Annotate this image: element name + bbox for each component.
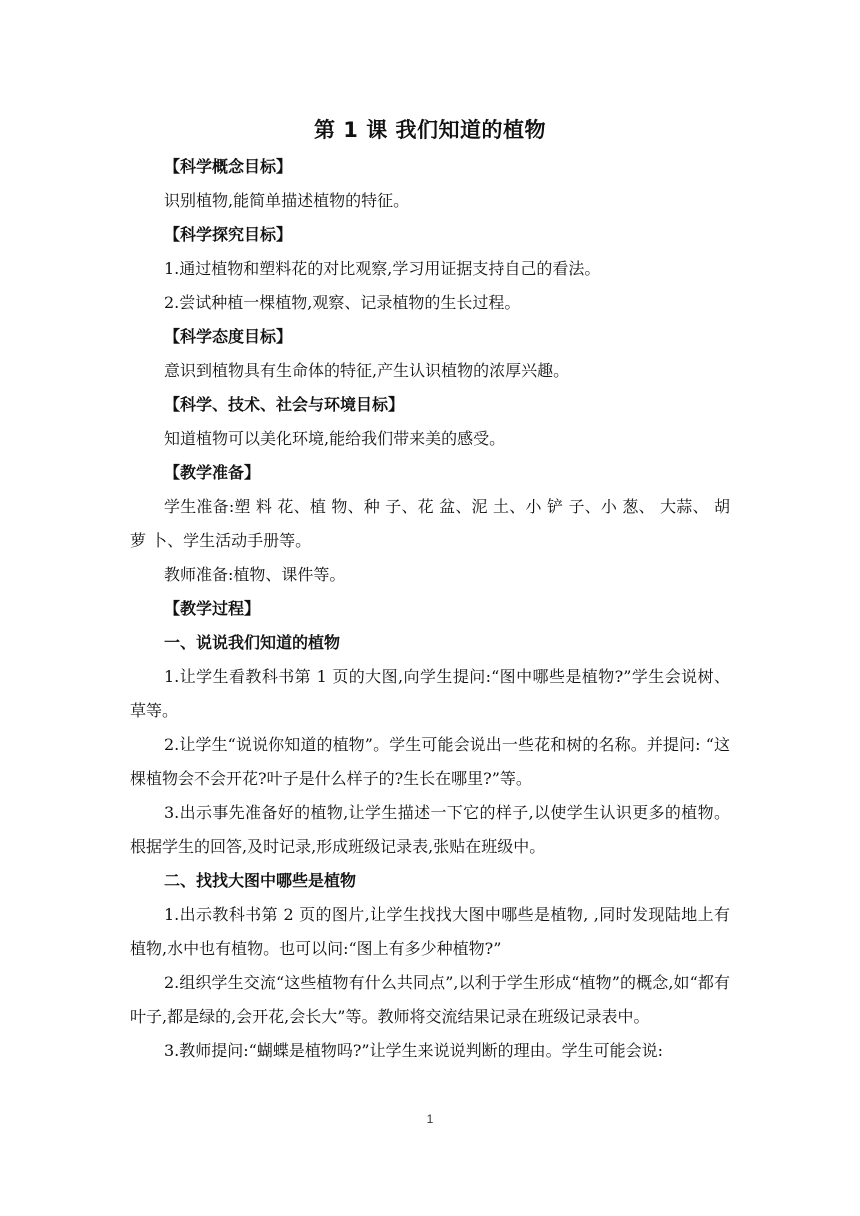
inquiry-goal-item-1: 1.通过植物和塑料花的对比观察,学习用证据支持自己的看法。 — [164, 259, 601, 278]
page-number: 1 — [426, 1112, 434, 1126]
teaching-process-heading: 【教学过程】 — [164, 599, 261, 618]
document-body — [130, 150, 730, 1068]
part-two-step-3: 3.教师提问:“蝴蝶是植物吗?”让学生来说说判断的理由。学生可能会说: — [164, 1041, 663, 1060]
attitude-goal-text: 意识到植物具有生命体的特征,产生认识植物的浓厚兴趣。 — [164, 361, 570, 380]
part-one-step-3: 3.出示事先准备好的植物,让学生描述一下它的样子,以使学生认识更多的植物。根据学生的回答,及时记录,形成班级记录表,张贴在班级中。 — [130, 803, 730, 856]
part-two-step-2: 2.组织学生交流“这些植物有什么共同点”,以利于学生形成“植物”的概念,如“都有叶子,都是绿的,会开花,会长大”等。教师将交流结果记录在班级记录表中。 — [130, 973, 730, 1026]
part-two-heading: 二、找找大图中哪些是植物 — [164, 871, 357, 890]
teaching-prep-heading: 【教学准备】 — [164, 463, 261, 482]
stse-goal-text: 知道植物可以美化环境,能给我们带来美的感受。 — [164, 429, 506, 448]
student-prep-text: 学生准备:塑 料 花、植 物、种 子、花 盆、泥 土、小 铲 子、小 葱、 大蒜、 胡 萝 卜、学生活动手册等。 — [130, 497, 730, 550]
attitude-goal-heading: 【科学态度目标】 — [164, 327, 293, 346]
concept-goal-text: 识别植物,能简单描述植物的特征。 — [164, 191, 410, 210]
teacher-prep-text: 教师准备:植物、课件等。 — [164, 565, 346, 584]
part-one-step-2: 2.让学生“说说你知道的植物”。学生可能会说出一些花和树的名称。并提问: “这棵植物会不会开花?叶子是什么样子的?生长在哪里?”等。 — [130, 735, 730, 788]
part-one-step-1: 1.让学生看教科书第 1 页的大图,向学生提问:“图中哪些是植物?”学生会说树、草等。 — [130, 667, 730, 720]
part-one-heading: 一、说说我们知道的植物 — [164, 633, 341, 652]
inquiry-goal-heading: 【科学探究目标】 — [164, 225, 293, 244]
part-two-step-1: 1.出示教科书第 2 页的图片,让学生找找大图中哪些是植物, ,同时发现陆地上有植物,水中也有植物。也可以问:“图上有多少种植物?” — [130, 905, 730, 958]
stse-goal-heading: 【科学、技术、社会与环境目标】 — [164, 395, 405, 414]
inquiry-goal-item-2: 2.尝试种植一棵植物,观察、记录植物的生长过程。 — [164, 293, 521, 312]
lesson-title: 第 1 课 我们知道的植物 — [313, 118, 547, 142]
concept-goal-heading: 【科学概念目标】 — [164, 157, 293, 176]
